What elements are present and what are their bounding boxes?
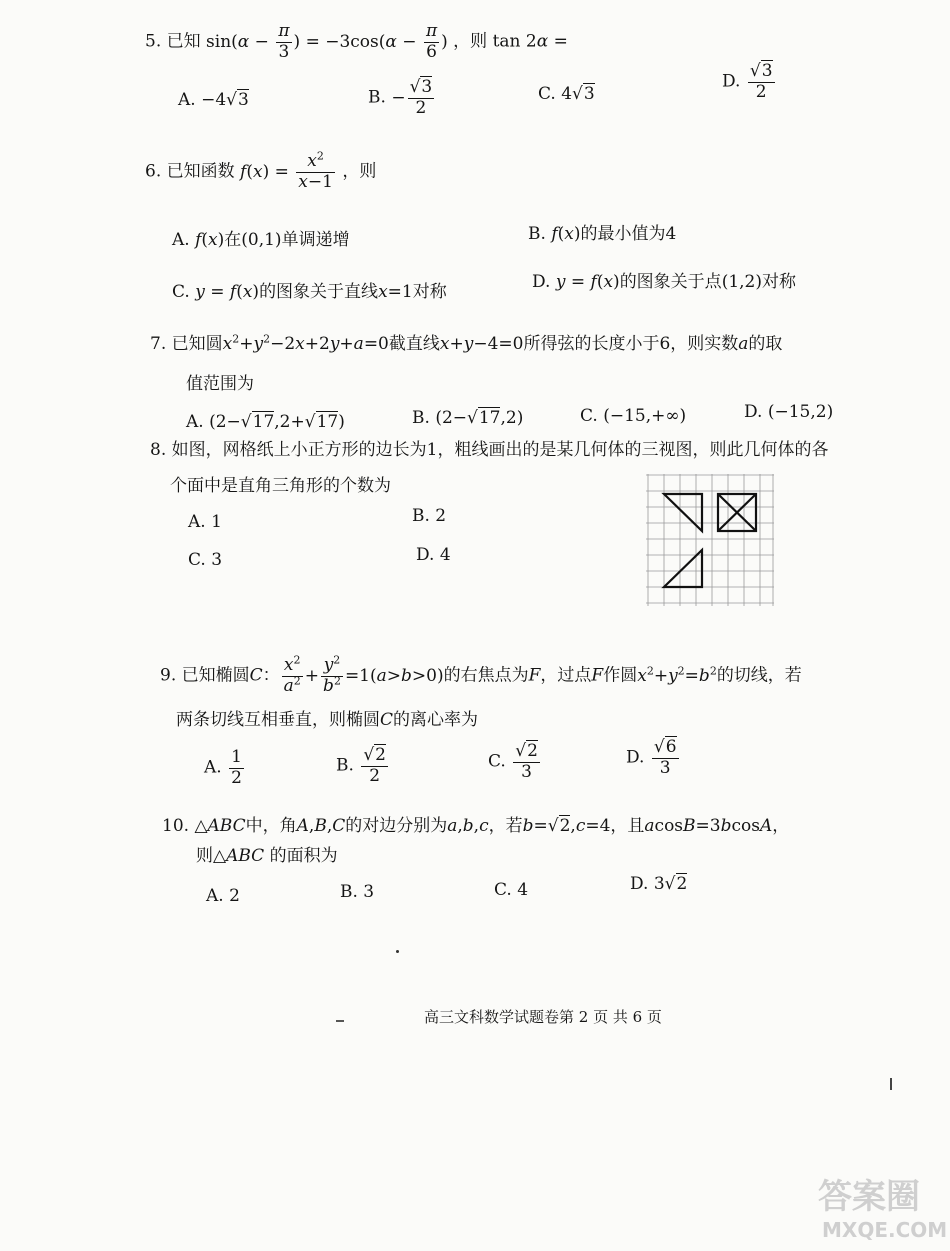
scan-speck — [336, 1020, 344, 1022]
scan-speck — [890, 1078, 892, 1090]
question-7: 7. 已知圆$x^2+y^2-2x+2y+a=0$截直线x+y−4=0所得弦的长度小于6，则实数a的取 — [150, 332, 783, 354]
watermark-logo: 答案圈 — [818, 1177, 920, 1217]
option-a[interactable]: A. (2−√17,2+√17) — [186, 412, 345, 432]
question-7-line2: 值范围为 — [186, 374, 254, 394]
question-6: 6. 已知函数 f(x) = $\frac{x^2}{x-1}$ ，则 — [145, 149, 377, 192]
question-10-line2: 则△ABC 的面积为 — [196, 846, 338, 866]
option-a[interactable]: A. 2 — [206, 886, 240, 906]
option-b[interactable]: B. $\frac{√2}{2}$ — [336, 745, 386, 786]
option-a[interactable]: A. f(x)在(0,1)单调递增 — [172, 230, 350, 250]
formula: f(x) = $\frac{x^2}{x-1}$ — [240, 149, 333, 192]
page-footer: 高三文科数学试题卷第 2 页 共 6 页 — [424, 1008, 662, 1026]
option-c[interactable]: C. 4 — [494, 880, 529, 900]
question-9: 9. 已知椭圆C： $\frac{x^2}{a^2}$ + $\frac{y^2}{b^2}$ =1(a>b>0)的右焦点为F，过点F作圆$x^2+y^2=b^2$的切线，若 — [160, 653, 802, 696]
question-9-line2: 两条切线互相垂直，则椭圆C的离心率为 — [176, 710, 479, 730]
question-10: 10. △ABC中，角A,B,C的对边分别为a,b,c，若b=√2,c=4，且acosB=3bcosA， — [162, 816, 790, 836]
option-d[interactable]: D. (−15,2) — [744, 402, 834, 422]
option-d[interactable]: D. y = f(x)的图象关于点(1,2)对称 — [532, 272, 796, 292]
formula: $\frac{x^2}{a^2}$ + $\frac{y^2}{b^2}$ =1(a>b>0) — [283, 653, 444, 696]
option-d[interactable]: D. 3√2 — [630, 874, 688, 894]
option-d[interactable]: D. 4 — [416, 545, 451, 565]
option-a[interactable]: A. 1 — [188, 512, 222, 532]
question-number: 5. — [145, 31, 162, 52]
option-b[interactable]: B. (2−√17,2) — [412, 408, 524, 428]
question-stem: 已知 — [166, 31, 201, 52]
option-c[interactable]: C. $\frac{√2}{3}$ — [488, 741, 538, 782]
watermark-url: MXQE.COM — [822, 1218, 948, 1242]
three-view-figure — [646, 474, 776, 608]
option-c[interactable]: C. 3 — [188, 550, 223, 570]
option-d[interactable]: D. $\frac{√3}{2}$ — [722, 61, 773, 102]
option-a[interactable]: A. −4√3 — [178, 90, 249, 110]
question-8: 8. 如图，网格纸上小正方形的边长为1，粗线画出的是某几何体的三视图，则此几何体的各 — [150, 440, 829, 460]
side-view — [718, 494, 756, 531]
option-d[interactable]: D. $\frac{√6}{3}$ — [626, 737, 677, 778]
question-5: 5. 已知 sin(α − $\frac{\pi}{3}$ ) = −3cos(α − $\frac{\pi}{6}$ ) ，则 tan 2α = — [145, 21, 568, 62]
question-8-line2: 个面中是直角三角形的个数为 — [170, 476, 391, 496]
scan-speck — [396, 950, 399, 953]
option-b[interactable]: B. 3 — [340, 882, 375, 902]
option-c[interactable]: C. y = f(x)的图象关于直线x=1对称 — [172, 282, 447, 302]
option-b[interactable]: B. 2 — [412, 506, 447, 526]
option-b[interactable]: B. − $\frac{√3}{2}$ — [368, 77, 433, 118]
option-b[interactable]: B. f(x)的最小值为4 — [528, 224, 677, 244]
option-a[interactable]: A. $\frac{1}{2}$ — [204, 747, 242, 788]
option-c[interactable]: C. 4√3 — [538, 84, 595, 104]
formula: sin(α − $\frac{\pi}{3}$ ) = −3cos(α − $\frac{\pi}{6}$ ) — [206, 21, 448, 62]
option-c[interactable]: C. (−15,+∞) — [580, 406, 687, 426]
